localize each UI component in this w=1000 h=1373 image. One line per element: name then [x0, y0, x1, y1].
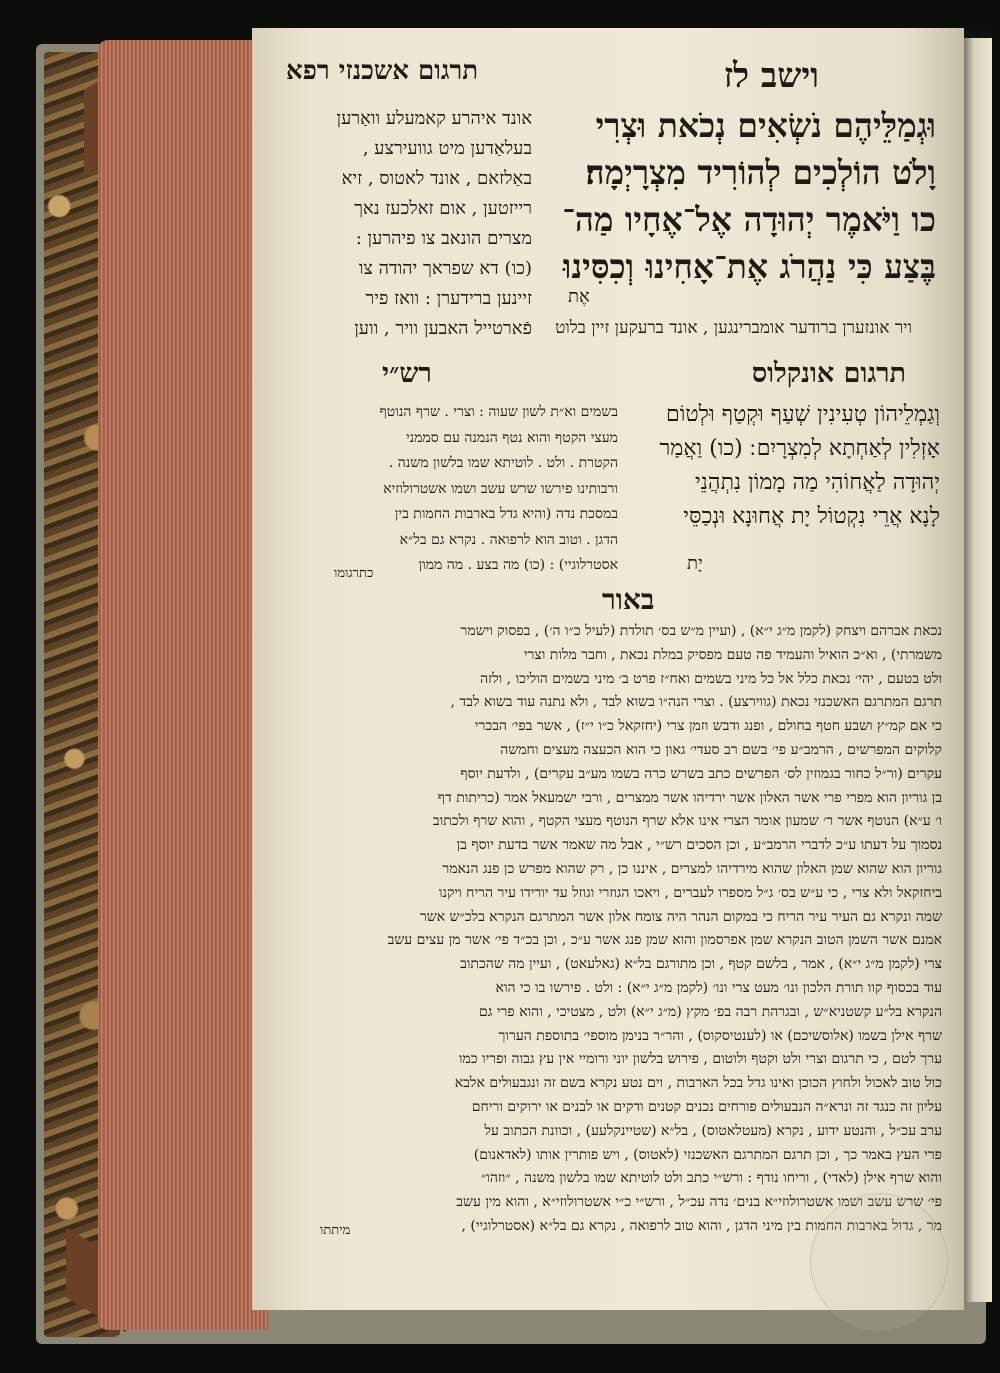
rashi-line: הקטרת . ולט . לוטיתא שמו בלשון משנה .	[388, 455, 618, 471]
onkelos-line: וְגַמְלֵיהוֹן טְעִינִין שְׁעַף וּקְטַף וּלְטוֹם	[666, 402, 940, 427]
page-edges	[98, 40, 268, 1330]
onkelos-line: אָזְלִין לְאַחְתָא לְמִצְרָיִם ׃ (כו) וַאֲמַר	[659, 436, 940, 461]
translation-continuation-line: ויר אונזערן ברודער אומברינגען , אונד ברעקען זיין בלוט	[555, 318, 912, 338]
rashi-line: הדגן . וטוב הוא לרפואה . נקרא גם בל״א	[399, 531, 618, 548]
translation-line: (כו) דא שפראך יהודה צו	[358, 258, 532, 279]
biur-line: שרף אילן בשמו (אלוסשיכם) או (לענטיסקוס) , והר״ר בנימן מוספי׳ בתוספת הערוך	[498, 1027, 942, 1044]
rashi-line: מעצי הקטף והוא נטף הנמנה עם סממני	[405, 429, 618, 446]
book-page	[252, 28, 964, 1310]
main-hebrew-text	[526, 102, 936, 290]
gutter-shadow	[962, 30, 992, 38]
rashi-line: בשמים וא״ת לשון שעוה : וצרי . שרף הנוטף	[379, 404, 618, 420]
biur-line: קלוקים המפרשים , הרמב״ע פי׳ בשם רב סעדי׳ גאון כי הוא הכעצה מעצים וחמשה	[500, 741, 942, 758]
main-hebrew-line: כו וַיֹּאמֶר יְהוּדָה אֶל־אֶחָיו מַה־	[562, 200, 936, 239]
onkelos-catchword: יָת	[687, 553, 703, 574]
biur-line: והוא שרף אילן (לאדי) , וריחו נודף : ורש״י כתב ולט לוטיתא שמו בלשון משנה , ״וזהו״	[480, 1170, 942, 1187]
rashi-line: אסטרלוגיי) : (כו) מה בצע . מה ממון	[418, 557, 618, 573]
paper-stain	[810, 1193, 948, 1331]
onkelos-column	[600, 398, 940, 534]
biur-line: כול טוב לאכול ולחוץ הכוכן ואינו גדל בכל הארבות , וים נטע נקרא בשם זה ונגבעולים אלבא	[454, 1075, 942, 1092]
biur-line: עקרים (ור״ל כחור בגמוזין לס׳ הפרשים כתב בשרש כרה בשמו מע״ב עקרים) , ולדעת יוסף	[460, 765, 942, 782]
translation-line: באַלזאם , אונד לאטוס , זיא	[341, 168, 532, 189]
rashi-heading: רש״י	[382, 358, 432, 389]
biur-catchword: מיתתו	[320, 1223, 351, 1238]
translation-line: זיינען ברידערן : וואז פיר	[365, 288, 532, 309]
biur-line: פרי העץ באמר כך , וכן תרגם המתרגם האשכנזי (לאטוס) , ויש פותרין אותו (לאדאנום)	[473, 1146, 942, 1163]
biur-line: ו׳ ע״א) הנוטף אשר ר׳ שמעון אומר הצרי אינו אלא שרף הנוטף מעצי הקטף , והוא שרף ולכתוב	[432, 813, 942, 830]
biur-line: ערך לטם , כי תרגום וצרי ולט וקטף ולוטום , פירוש בלשון יוני ורומיי אין עץ גבוה ופריו כמו	[458, 1051, 942, 1068]
translation-line: רייזטען , אום זאלכעז נאך	[354, 198, 532, 219]
biur-line: משמרתי) , וא״כ הואיל והעמיד פה טעם מפסיק במלת נכאת , וחבר מלות וצרי	[523, 646, 942, 663]
translation-line: בעלאַדען מיט גוועירצע ,	[362, 138, 532, 159]
biur-line: מר , גדול בארבות החמות בין מיני הדגן , והוא טוב לרפואה , נקרא גם בל״א (אסטרלוגיי) ,	[461, 1217, 942, 1234]
biur-line: אמנם אשר השמן הטוב הנקרא שמן אפרסמון והוא שמן פנג אשר ע״כ , וכן בכ״ד פי׳ אשר מן עצים עשב	[387, 932, 942, 949]
biur-line: ולט בטעם , יהי׳ נכאת כלל אל כל מיני בשמים ואח״ז פרט ב׳ מיני בשמים הוליכו , ולזה	[480, 670, 942, 687]
running-header-parasha: וישב לז	[723, 56, 819, 96]
onkelos-heading: תרגום אונקלוס	[751, 358, 906, 389]
rashi-line: במסכת נדה (והיא גדל בארבות החמות בין	[394, 506, 618, 522]
onkelos-line: לָנָא אֲרֵי נִקְטוֹל יָת אֲחוּנָא וּנְכַסֵּי	[683, 504, 940, 529]
rashi-column	[290, 400, 618, 579]
biur-line: שמה ונקרא גם העיר עיר הריח כי במקום הנהר היה צומח אלון אשר המתרגם הנקרא בלכ״ש אשר	[419, 908, 942, 925]
biur-line: נכאת אברהם ויצחק (לקמן מ״ג י״א) , (ועיין מ״ש בס׳ תולדת (לעיל כ״ו ה׳) , בפסוק וישמר	[460, 623, 942, 639]
main-hebrew-line: וָלֹט הוֹלְכִים לְהוֹרִיד מִצְרָיְמָה׃	[585, 153, 936, 192]
biur-line: כי אם קמ״ץ ושבע חטף בחולם , ופנג ודבש וזמן צרי (יחזקאל כ״ו י״ז) , אשר בפי׳ הבכרי	[474, 718, 942, 735]
running-header-translation: תרגום אשכנזי רפא	[286, 56, 479, 86]
biur-line: הנקרא בל״ע קשטניא״ש , ובגרהת רבה בפ׳ מקץ (מ״ג י״א) ולט , מצטיכי , והוא פרי גם	[479, 1003, 942, 1020]
biur-line: בן גוריון הוא מפרי פרי אשר האלון אשר ירדיהו אשר ממצרים , ורבי ישמעאל אמר (כריתות דף	[437, 789, 942, 806]
biur-commentary	[292, 620, 942, 1239]
german-translation-column	[282, 104, 532, 344]
main-hebrew-catchword: אֶת	[568, 286, 590, 307]
biur-line: פי׳ שרש עשב ושמו אשטרולוזי״א בנים׳ נדה עכ״ל , ורש״י כ״י אשטרולוזי״א , והוא מין עשב	[456, 1194, 942, 1211]
biur-heading: באור	[602, 583, 655, 616]
translation-line: אונד איהרע קאמעלע וואַרען	[336, 108, 532, 129]
biur-line: נסמוך על דעתו ע״כ לדברי הרמב״ע , וכן הסכים רש״י , אבל מה שאמר אשר בדעת יוסף בן	[456, 837, 942, 854]
biur-line: עליון זה כנגד זה ונרא״ה הנבעולים פורחים נכנים קטנים ודקים או לבנים או ירוקים וריחם	[471, 1098, 942, 1115]
biur-line: ערב עכ״ל , והנטע ידוע , נקרא (מעטלאטוס) , בל״א (שטיינקלעע) , וכוונת הכתוב על	[484, 1122, 942, 1139]
biur-line: תרגם המתרגם האשכנזי נכאת (גווירצע) . וצרי הנה״ו בשוא לבד , ולא נתנה עוד בשוא לבד ,	[450, 694, 942, 711]
biur-line: עוד בכסוף קוו תורת הלכון ונו׳ מעט צרי ונו׳ (לקמן מ״ג י״א) : ולט . פירשו בו כי הוא	[495, 979, 942, 996]
biur-line: ביחזקאל ולא צרי , כי ע״ש בס׳ ג״ל מספרו לעברים , ויאכו הגוזרי וגוזל עד יורידו עיר הריח ויקנו	[438, 884, 942, 901]
rashi-catchword: כתרגומו	[334, 566, 374, 581]
facing-page-gutter	[962, 30, 992, 1302]
main-hebrew-line: בֶּצַע כִּי נַהֲרֹג אֶת־אָחִינוּ וְכִסִּינוּ	[562, 247, 936, 286]
onkelos-line: יְהוּדָה לַאֲחוֹהִי מַה מָמוֹן נִתְהֲנֵי	[695, 470, 940, 495]
rashi-line: ורבותינו פירשו שרש עשב ושמו אשטרולוזיא	[383, 480, 618, 497]
biur-line: צרי (לקמן מ״ג י״א) , אמר , בלשם קטף , וכן מתורגם בל״א (גאלעאט) , ועיין מה שהכתוב	[460, 956, 942, 973]
translation-line: פֿארטייל האבען וויר , ווען	[354, 318, 532, 339]
biur-line: גוריון הוא שהוא שמן האלון שהוא מירדיהו למצרים , איננו כן , רק שהוא מפרש כן פנג הנאמר	[442, 860, 942, 877]
translation-line: מצרים הונאב צו פיהרען :	[355, 228, 532, 249]
main-hebrew-line: וּגְמַלֵּיהֶם נֹשְׂאִים נְכֹאת וּצְרִי	[595, 106, 936, 145]
